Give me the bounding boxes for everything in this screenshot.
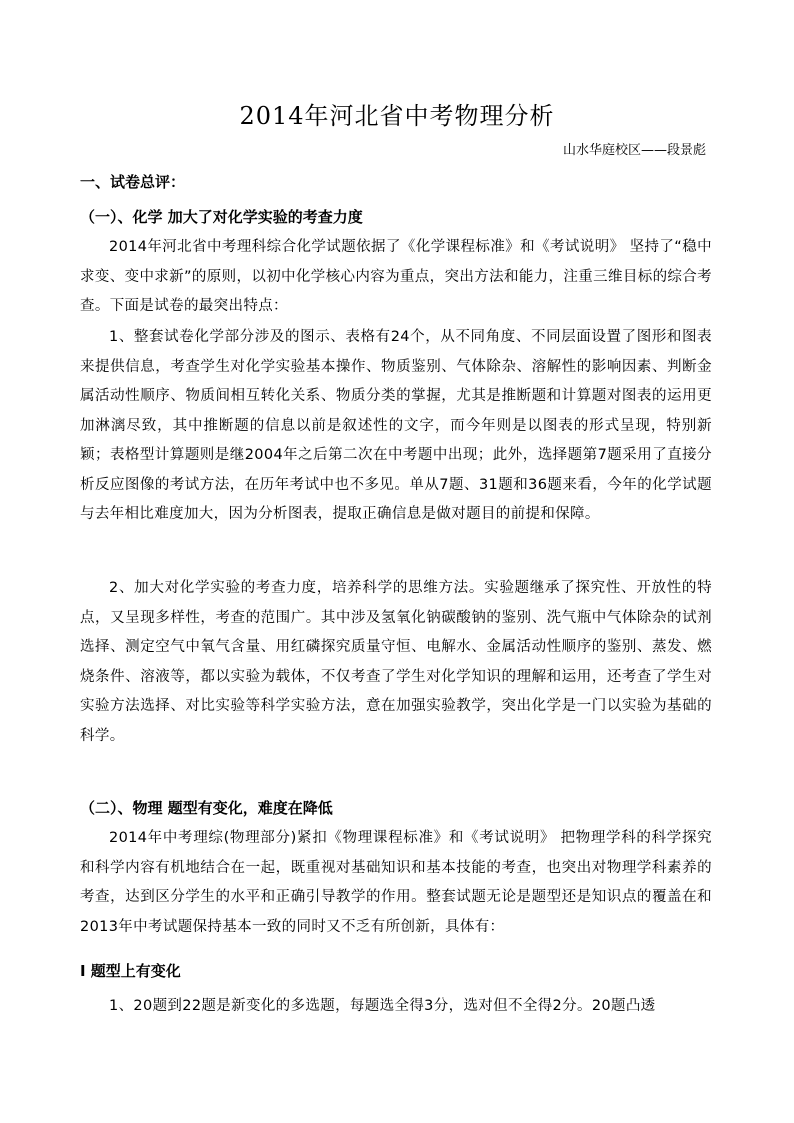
chemistry-paragraph-1: 1、整套试卷化学部分涉及的图示、表格有24个，从不同角度、不同层面设置了图形和图表来提供信息，考查学生对化学实验基本操作、物质鉴别、气体除杂、溶解性的影响因素、判断金属活动性顺序、物质间相互转化关系、物质分类的掌握，尤其是推断题和计算题对图表的运用更加淋漓尽致，其中推断题的信息以前是叙述性的文字，而今年则是以图表的形式呈现，特别新颖；表格型计算题则是继2004年之后第二次在中考题中出现；此外，选择题第7题采用了直接分析反应图像的考试方法，在历年考试中也不多见。单从7题、31题和36题来看，今年的化学试题与去年相比难度加大，因为分析图表，提取正确信息是做对题目的前提和保障。 — [80, 329, 712, 522]
physics-paragraph: 2014年中考理综(物理部分)紧扣《物理课程标准》和《考试说明》 把物理学科的科学探究和科学内容有机地结合在一起，既重视对基础知识和基本技能的考查，也突出对物理学科素养的考查，达到区分学生的水平和正确引导教学的作用。整套试题无论是题型还是知识点的覆盖在和2013年中考试题保持基本一致的同时又不乏有所创新，具体有： — [80, 830, 712, 935]
subsection-heading-chemistry: （一）、化学 加大了对化学实验的考查力度 — [80, 208, 363, 226]
physics-paragraph-truncated: 1、20题到22题是新变化的多选题，每题选全得3分，选对但不全得2分。20题凸透 — [109, 998, 656, 1014]
section-heading: 一、试卷总评： — [80, 173, 186, 191]
author-line: 山水华庭校区——段景彪 — [562, 143, 706, 158]
subsection-heading-physics: （二）、物理 题型有变化，难度在降低 — [80, 799, 333, 817]
physics-subheading: Ⅰ 题型上有变化 — [80, 962, 181, 980]
document-title: 2014年河北省中考物理分析 — [239, 102, 555, 130]
chemistry-paragraph-2: 2、加大对化学实验的考查力度，培养科学的思维方法。实验题继承了探究性、开放性的特点，又呈现多样性，考查的范围广。其中涉及氢氧化钠碳酸钠的鉴别、洗气瓶中气体除杂的试剂选择、测定空气中氧气含量、用红磷探究质量守恒、电解水、金属活动性顺序的鉴别、蒸发、燃烧条件、溶液等，都以实验为载体，不仅考查了学生对化学知识的理解和运用，还考查了学生对实验方法选择、对比实验等科学实验方法，意在加强实验教学，突出化学是一门以实验为基础的科学。 — [80, 580, 712, 744]
chemistry-paragraph-intro: 2014年河北省中考理科综合化学试题依据了《化学课程标准》和《考试说明》 坚持了“稳中求变、变中求新”的原则，以初中化学核心内容为重点，突出方法和能力，注重三维目标的综合考查。下面是试卷的最突出特点： — [80, 239, 712, 314]
